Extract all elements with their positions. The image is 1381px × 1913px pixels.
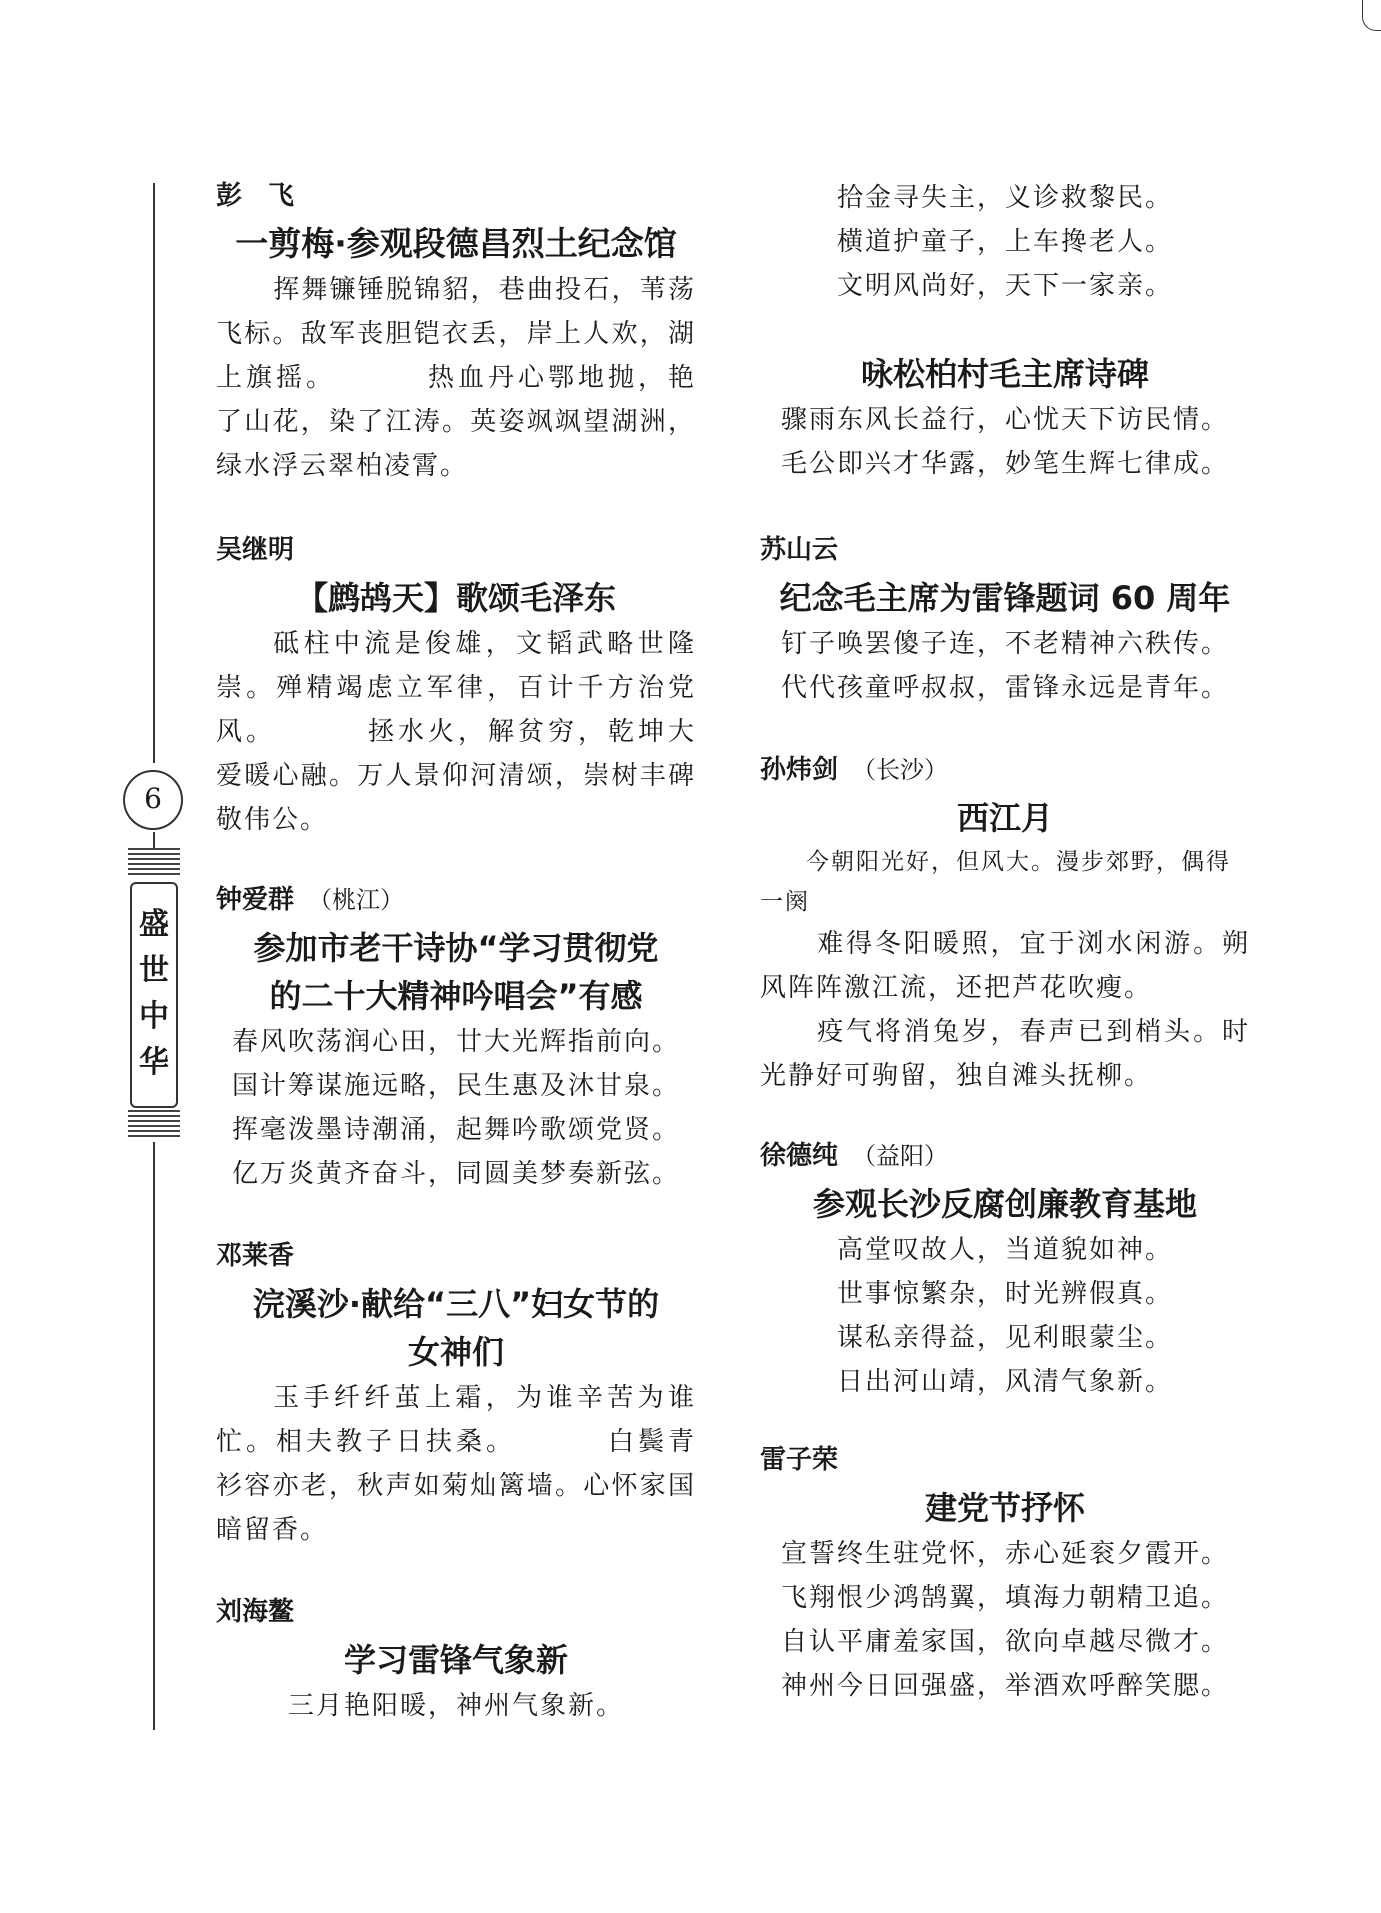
margin-rule-bottom [153,1142,155,1730]
poem-line: 日出河山靖，风清气象新。 [836,1367,1173,1397]
poem-title: 学习雷锋气象新 [343,1641,568,1679]
poem-title: 咏松柏村毛主席诗碑 [860,355,1149,393]
poem-title-line2: 的二十大精神吟唱会”有感 [269,977,643,1015]
author-place: （益阳） [852,1142,949,1170]
margin-rule-mid [153,832,155,848]
poem-line: 毛公即兴才华露，妙笔生辉七律成。 [780,449,1229,479]
poem-text-stanza1: 难得冬阳暖照，宜于浏水闲游。朔风阵阵激江流，还把芦花吹瘦。 [760,929,1250,1003]
poem-line: 神州今日回强盛，举酒欢呼醉笑腮。 [780,1671,1229,1701]
poem-line: 拾金寻失主，义诊救黎民。 [836,183,1173,213]
poem-author: 钟爱群 （桃江） [216,885,405,915]
poem-line: 骤雨东风长益行，心忧天下访民情。 [780,405,1229,435]
poem-title-line1: 参加市老干诗协“学习贯彻党 [253,929,659,967]
poem-line: 代代孩童呼叔叔，雷锋永远是青年。 [780,673,1229,703]
sidebar-top-ornament [128,848,180,878]
sidebar-bottom-ornament [128,1110,180,1140]
poem [760,750,1250,1098]
poem [216,1236,696,1552]
poem [760,1440,1250,1708]
poem-author: 彭 飞 [216,181,295,211]
poem-preface: 今朝阳光好，但风大。漫步郊野，偶得一阕 [760,849,1231,915]
poem-line: 国计筹谋施远略，民生惠及沐甘泉。 [231,1071,680,1101]
poem-title-line1: 浣溪沙·献给“三八”妇女节的 [252,1285,660,1323]
poem [216,530,696,842]
margin-rule-top [153,183,155,763]
poem-text: 玉手纤纤茧上霜，为谁辛苦为谁忙。相夫教子日扶桑。 白鬓青衫容亦老，秋声如菊灿篱墙。心怀家国暗留香。 [216,1383,696,1545]
poem [216,1592,696,1728]
poem-line: 挥毫泼墨诗潮涌，起舞吟歌颂党贤。 [231,1115,680,1145]
poem [216,880,696,1196]
author-place: （桃江） [308,886,405,914]
poem-author: 徐德纯 （益阳） [760,1141,949,1171]
poem-title: 纪念毛主席为雷锋题词 60 周年 [779,579,1231,617]
poem-line: 谋私亲得益，见利眼蒙尘。 [836,1323,1173,1353]
poem-author: 雷子荣 [760,1445,839,1475]
poem-line: 自认平庸羞家国，欲向卓越尽微才。 [780,1627,1229,1657]
author-place: （长沙） [852,756,949,784]
poem-line: 世事惊繁杂，时光辨假真。 [836,1279,1173,1309]
page-corner-ornament [1362,0,1381,31]
poem-title: 西江月 [956,799,1053,837]
poem [760,530,1250,710]
poem-line: 高堂叹故人，当道貌如神。 [836,1235,1173,1265]
section-char: 盛 [139,907,169,942]
section-char: 世 [139,953,169,988]
section-char: 中 [139,999,169,1034]
poem-title: 参观长沙反腐创廉教育基地 [812,1185,1197,1223]
poem [760,350,1250,486]
poem-line: 春风吹荡润心田，廿大光辉指前向。 [231,1027,680,1057]
poem-text: 挥舞镰锤脱锦貂，巷曲投石，苇荡飞标。敌军丧胆铠衣丢，岸上人欢，湖上旗摇。 热血丹心鄂地抛，艳了山花，染了江涛。英姿飒飒望湖洲，绿水浮云翠柏凌霄。 [216,275,696,481]
poem [760,1136,1250,1404]
poem-title: 建党节抒怀 [924,1489,1085,1527]
poem-title: 【鹧鸪天】歌颂毛泽东 [295,579,616,617]
poem-line: 三月艳阳暖，神州气象新。 [287,1691,624,1721]
poem-text: 砥柱中流是俊雄，文韬武略世隆崇。殚精竭虑立军律，百计千方治党风。 拯水火，解贫穷，乾坤大爱暖心融。万人景仰河清颂，崇树丰碑敬伟公。 [216,629,696,835]
poem-author: 刘海鳌 [216,1597,295,1627]
poem-line: 钉子唤罢傻子连，不老精神六秩传。 [780,629,1229,659]
poem [216,176,696,488]
poem-author: 邓莱香 [216,1241,295,1271]
poem-title-line2: 女神们 [407,1333,504,1371]
poem-line: 横道护童子，上车搀老人。 [836,227,1173,257]
poem-text-stanza2: 疫气将消兔岁，春声已到梢头。时光静好可驹留，独自滩头抚柳。 [760,1017,1250,1091]
poem-title: 一剪梅·参观段德昌烈土纪念馆 [235,224,677,263]
poem-line: 亿万炎黄齐奋斗，同圆美梦奏新弦。 [231,1159,680,1189]
poem-continued [760,176,1250,308]
section-char: 华 [139,1045,169,1080]
poem-author: 苏山云 [760,535,839,565]
poem-line: 文明风尚好，天下一家亲。 [836,271,1173,301]
page-number: 6 [123,770,183,830]
poem-author: 吴继明 [216,535,295,565]
poem-author: 孙炜剑 （长沙） [760,755,949,785]
section-label [128,848,180,1140]
section-label-text [128,902,180,1086]
poem-line: 飞翔恨少鸿鹄翼，填海力朝精卫追。 [780,1583,1229,1613]
poem-line: 宣誓终生驻党怀，赤心延衮夕霞开。 [780,1539,1229,1569]
